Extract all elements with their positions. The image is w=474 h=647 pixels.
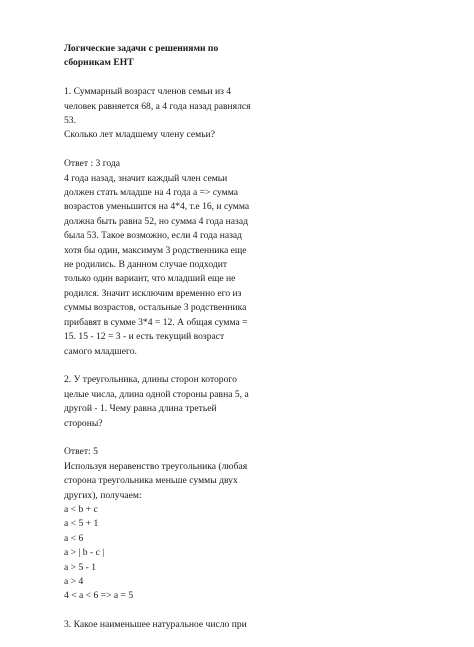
text-line: только один вариант, что младший еще не <box>64 273 236 285</box>
inequality-line: a > 5 - 1 <box>64 561 97 573</box>
text-line: должна быть равна 52, но сумма 4 года назад <box>64 215 248 227</box>
text-line: другой - 1. Чему равна длина третьей <box>64 403 217 415</box>
text-line: стороны? <box>64 417 103 429</box>
problem-1-answer <box>64 157 294 359</box>
inequality-line: a < 5 + 1 <box>64 518 99 530</box>
inequality-line: 4 < a < 6 => a = 5 <box>64 590 134 602</box>
text-line: суммы возрастов, остальные 3 родственника <box>64 302 247 314</box>
text-line: других), получаем: <box>64 489 142 501</box>
title-line: Логические задачи с решениями по <box>64 43 219 54</box>
text-line: Сколько лет младшему члену семьи? <box>64 129 215 141</box>
text-line: была 53. Такое возможно, если 4 года назад <box>64 230 243 242</box>
text-line: 15. 15 - 12 = 3 - и есть текущий возраст <box>64 331 225 343</box>
text-line: 53. <box>64 115 76 127</box>
text-line: не родились. В данном случае подходит <box>64 259 228 271</box>
text-line: целые числа, длина одной стороны равна 5, а <box>64 388 249 400</box>
inequality-line: a < 6 <box>64 532 84 544</box>
text-line: Ответ : 3 года <box>64 158 121 170</box>
text-line: родился. Значит исключим временно его из <box>64 287 242 299</box>
title-line: сборникам ЕНТ <box>64 57 134 69</box>
text-line: Ответ: 5 <box>64 446 98 458</box>
text-line: 1. Суммарный возраст членов семьи из 4 <box>64 86 232 98</box>
inequality-line: a > 4 <box>64 575 84 587</box>
problem-3-question <box>64 618 294 632</box>
document-content <box>64 42 294 647</box>
text-line: хотя бы один, максимум 3 родственника еще <box>64 244 247 256</box>
text-line: прибавят в сумме 3*4 = 12. А общая сумма = <box>64 316 248 328</box>
text-line: сторона треугольника меньше суммы двух <box>64 475 238 487</box>
text-line: человек равняется 68, а 4 года назад равнялся <box>64 100 251 112</box>
document-title <box>64 42 294 71</box>
problem-1-question <box>64 85 294 143</box>
problem-2-question <box>64 373 294 431</box>
inequality-line: a < b + c <box>64 503 98 515</box>
problem-2-answer <box>64 445 294 603</box>
inequality-line: a > | b - c | <box>64 547 105 559</box>
text-line: самого младшего. <box>64 345 137 357</box>
text-line: возрастов уменьшится на 4*4, т.е 16, и сумма <box>64 201 250 213</box>
text-line: 2. У треугольника, длины сторон которого <box>64 374 237 386</box>
text-line: Используя неравенство треугольника (любая <box>64 460 248 472</box>
text-line: должен стать младше на 4 года a => сумма <box>64 187 238 199</box>
text-line: 4 года назад, значит каждый член семьи <box>64 172 228 184</box>
text-line: 3. Какое наименьшее натуральное число при <box>64 619 247 631</box>
